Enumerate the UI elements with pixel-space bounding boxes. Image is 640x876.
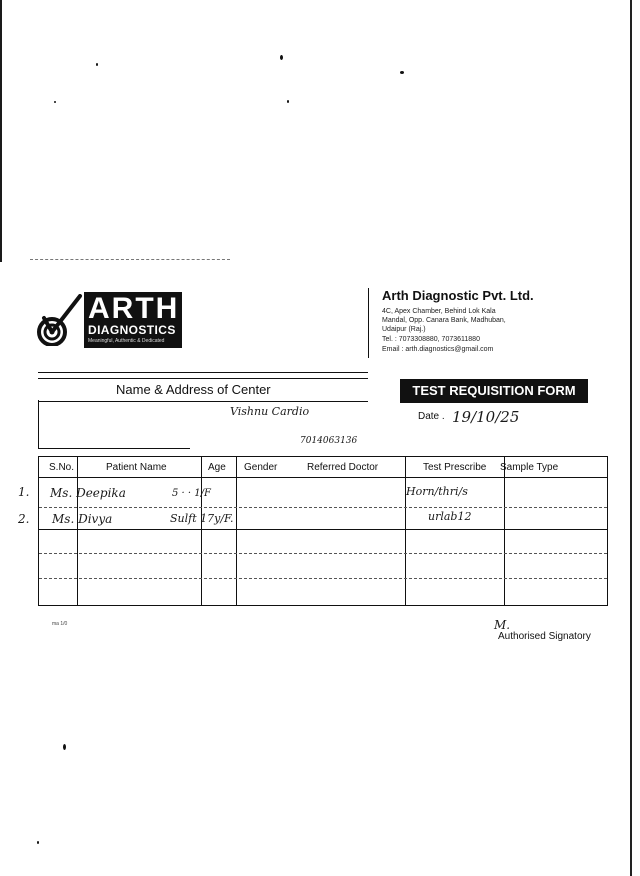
row-age-gender: Sulft 17y/F. — [170, 512, 234, 525]
scan-speck — [63, 744, 66, 750]
header-sample-type: Sample Type — [500, 462, 559, 473]
address-line: Mandal, Opp. Canara Bank, Madhuban, — [382, 317, 506, 324]
rule — [38, 372, 368, 373]
scan-speck — [400, 71, 404, 74]
header-patient-name: Patient Name — [106, 462, 167, 473]
header-sno: S.No. — [49, 462, 75, 473]
company-name: Arth Diagnostic Pvt. Ltd. — [382, 288, 534, 303]
scan-speck — [37, 841, 39, 844]
form-title: TEST REQUISITION FORM — [400, 379, 588, 403]
row-test: Horn/thri/s — [406, 485, 468, 498]
logo-target-check-icon — [34, 294, 84, 346]
authorised-signatory: Authorised Signatory — [498, 631, 591, 642]
scan-edge-left — [0, 0, 2, 262]
header-test-prescribe: Test Prescribe — [423, 462, 487, 473]
logo-word: ARTH — [88, 292, 180, 325]
header-separator — [368, 288, 369, 358]
address-line: Email : arth.diagnostics@gmail.com — [382, 346, 494, 353]
center-label: Name & Address of Center — [116, 382, 271, 397]
date-label: Date . — [418, 411, 445, 422]
center-code: 7014063136 — [300, 436, 358, 446]
address-line: Udaipur (Raj.) — [382, 326, 426, 333]
rule — [38, 400, 39, 448]
scan-speck — [280, 55, 283, 60]
row-number: 2. — [18, 512, 30, 526]
logo-tagline: Meaningful, Authentic & Dedicated — [88, 338, 165, 344]
footer-note: ma 1/0 — [52, 621, 68, 627]
row-age-gender: 5 · · 1/F — [172, 488, 211, 499]
header-gender: Gender — [244, 462, 278, 473]
row-patient-name: Ms. Divya — [52, 512, 113, 526]
address-line: 4C, Apex Chamber, Behind Lok Kala — [382, 308, 496, 315]
signature-mark: M. — [494, 618, 511, 632]
row-number: 1. — [18, 485, 30, 499]
scan-cut-line — [30, 259, 230, 261]
row-patient-name: Ms. Deepika — [50, 486, 126, 500]
center-value: Vishnu Cardio — [230, 405, 310, 418]
scan-speck — [54, 101, 56, 103]
header-referred-doctor: Referred Doctor — [307, 462, 379, 473]
scan-speck — [287, 100, 289, 103]
row-test: urlab12 — [428, 510, 472, 523]
address-line: Tel. : 7073308880, 7073611880 — [382, 336, 480, 343]
scan-speck — [96, 63, 98, 66]
date-value: 19/10/25 — [452, 408, 520, 426]
logo — [84, 292, 182, 348]
logo-sub: DIAGNOSTICS — [88, 323, 176, 337]
header-age: Age — [208, 462, 226, 473]
test-table — [38, 456, 608, 606]
rule — [38, 448, 190, 449]
scan-edge-right — [630, 0, 632, 876]
